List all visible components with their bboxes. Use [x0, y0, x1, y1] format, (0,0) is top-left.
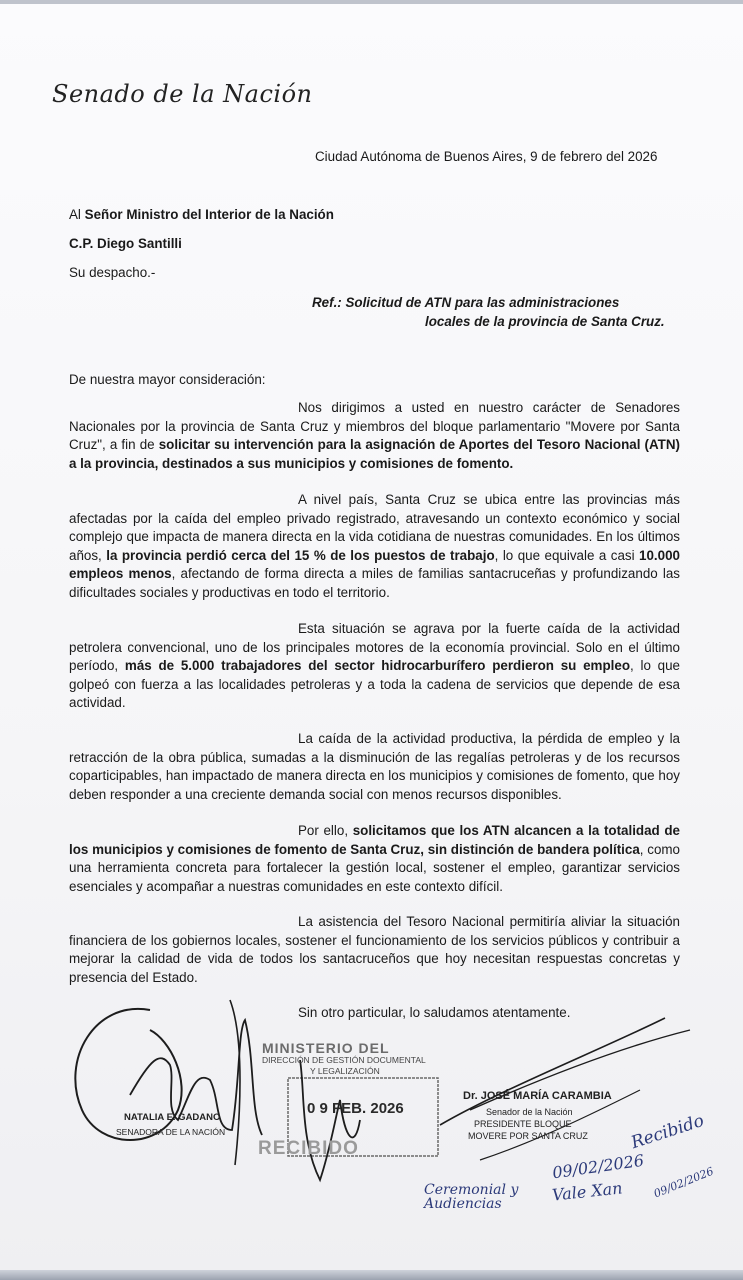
handwritten-date-2: 09/02/2026	[651, 1164, 716, 1201]
p2-text-b: , lo que equivale a casi	[494, 547, 640, 563]
signatory-right-bloc: MOVERE POR SANTA CRUZ	[468, 1131, 588, 1141]
p3-text-a: Esta situación se agrava por la fuerte caída de la actividad petrolera convencional, uno de los principales motores de la economía provincial. Solo en el último período,	[69, 621, 680, 673]
stamp-office-1: DIRECCIÓN DE GESTIÓN DOCUMENTAL	[262, 1055, 426, 1065]
paragraph-2	[69, 491, 680, 602]
handwritten-recibido: Recibido	[628, 1110, 707, 1154]
p5-bold: solicitamos que los ATN alcancen a la totalidad de los municipios y comisiones de fomento de Santa Cruz, sin distinción de bandera política	[69, 823, 681, 857]
reference-line-2: locales de la provincia de Santa Cruz.	[425, 314, 665, 329]
addressee-name: C.P. Diego Santilli	[69, 236, 182, 251]
paragraph-6	[69, 913, 680, 987]
handwritten-date: 09/02/2026	[551, 1150, 646, 1183]
p1-bold: solicitar su intervención para la asignación de Aportes del Tesoro Nacional (ATN) a la provincia, destinados a sus municipios y comisiones de fomento.	[69, 437, 680, 471]
p3-bold: más de 5.000 trabajadores del sector hidrocarburífero perdieron su empleo	[124, 658, 630, 673]
signatory-right-role: Senador de la Nación	[486, 1107, 573, 1117]
p6-text: La asistencia del Tesoro Nacional permitiría aliviar la situación financiera de los gobiernos locales, sostener el funcionamiento de los servicios públicos y contribuir a mejorar la calidad de vida de todos los santacruceños que hoy necesitan respuestas concretas y presencia del Estado.	[69, 914, 680, 985]
addressee-title	[69, 206, 334, 224]
signatory-right-position: PRESIDENTE BLOQUE	[474, 1119, 572, 1129]
scan-edge-top	[0, 0, 743, 4]
p4-text: La caída de la actividad productiva, la pérdida de empleo y la retracción de la obra pública, sumadas a la disminución de las regalías petroleras y de los recursos coparticipables, han impactado de manera directa en los municipios y comisiones de fomento, que hoy deben responder a una creciente demanda social con menos recursos disponibles.	[69, 731, 680, 802]
stamp-date: 0 9 FEB. 2026	[307, 1100, 404, 1117]
stamp-office-2: Y LEGALIZACIÓN	[310, 1066, 380, 1076]
p5-text-b: , como una herramienta concreta para fortalecer la gestión local, sostener el empleo, garantizar servicios esenciales y acompañar a nuestras comunidades en este contexto difícil.	[69, 841, 680, 894]
paragraph-1	[69, 399, 680, 473]
addressee-position: Señor Ministro del Interior de la Nación	[84, 207, 334, 222]
signatory-left-role: SENADORA DE LA NACIÓN	[116, 1127, 226, 1137]
p2-bold-b: 10.000 empleos menos	[69, 547, 680, 581]
p2-bold-a: la provincia perdió cerca del 15 % de los puestos de trabajo	[106, 547, 495, 563]
p5-text-a: Por ello,	[298, 823, 353, 838]
stamp-ministry: MINISTERIO DEL	[262, 1040, 390, 1056]
signatory-left-name: NATALIA E. GADANO	[124, 1112, 221, 1123]
p3-text-b: , lo que golpeó con fuerza a las localidades petroleras y a toda la cadena de servicios que depende de esa actividad.	[69, 658, 680, 710]
handwritten-signer: Vale Xan	[551, 1178, 624, 1205]
p1-text: Nos dirigimos a usted en nuestro carácter de Senadores Nacionales por la provincia de Santa Cruz y miembros del bloque parlamentario "Movere por Santa Cruz", a fin de	[69, 400, 680, 452]
addressee-prefix: Al	[69, 207, 81, 222]
greeting: De nuestra mayor consideración:	[69, 372, 266, 387]
paragraph-4	[69, 730, 680, 804]
date-line: Ciudad Autónoma de Buenos Aires, 9 de febrero del 2026	[315, 149, 658, 164]
handwritten-area: Ceremonial y Audiencias	[424, 1182, 519, 1212]
stamp-received: RECIBIDO	[258, 1138, 359, 1159]
scan-edge-bottom	[0, 1270, 743, 1280]
farewell: Sin otro particular, lo saludamos atentamente.	[298, 1005, 571, 1020]
p2-text-a: A nivel país, Santa Cruz se ubica entre las provincias más afectadas por la caída del empleo privado registrado, atravesando un contexto económico y social complejo que impacta de manera directa en la vida cotidiana de nuestras comunidades. En los últimos años,	[69, 492, 680, 563]
letterhead: Senado de la Nación	[52, 80, 313, 108]
reference-line-1: Ref.: Solicitud de ATN para las administraciones	[312, 295, 620, 310]
p2-text-c: , afectando de forma directa a miles de familias santacruceñas y profundizando las dificultades sociales y productivas en todo el territorio.	[69, 566, 680, 600]
signatory-right-name: Dr. JOSÉ MARÍA CARAMBIA	[463, 1090, 612, 1102]
paragraph-5	[69, 822, 680, 896]
paragraph-3	[69, 620, 680, 713]
addressee-closing: Su despacho.-	[69, 265, 156, 280]
